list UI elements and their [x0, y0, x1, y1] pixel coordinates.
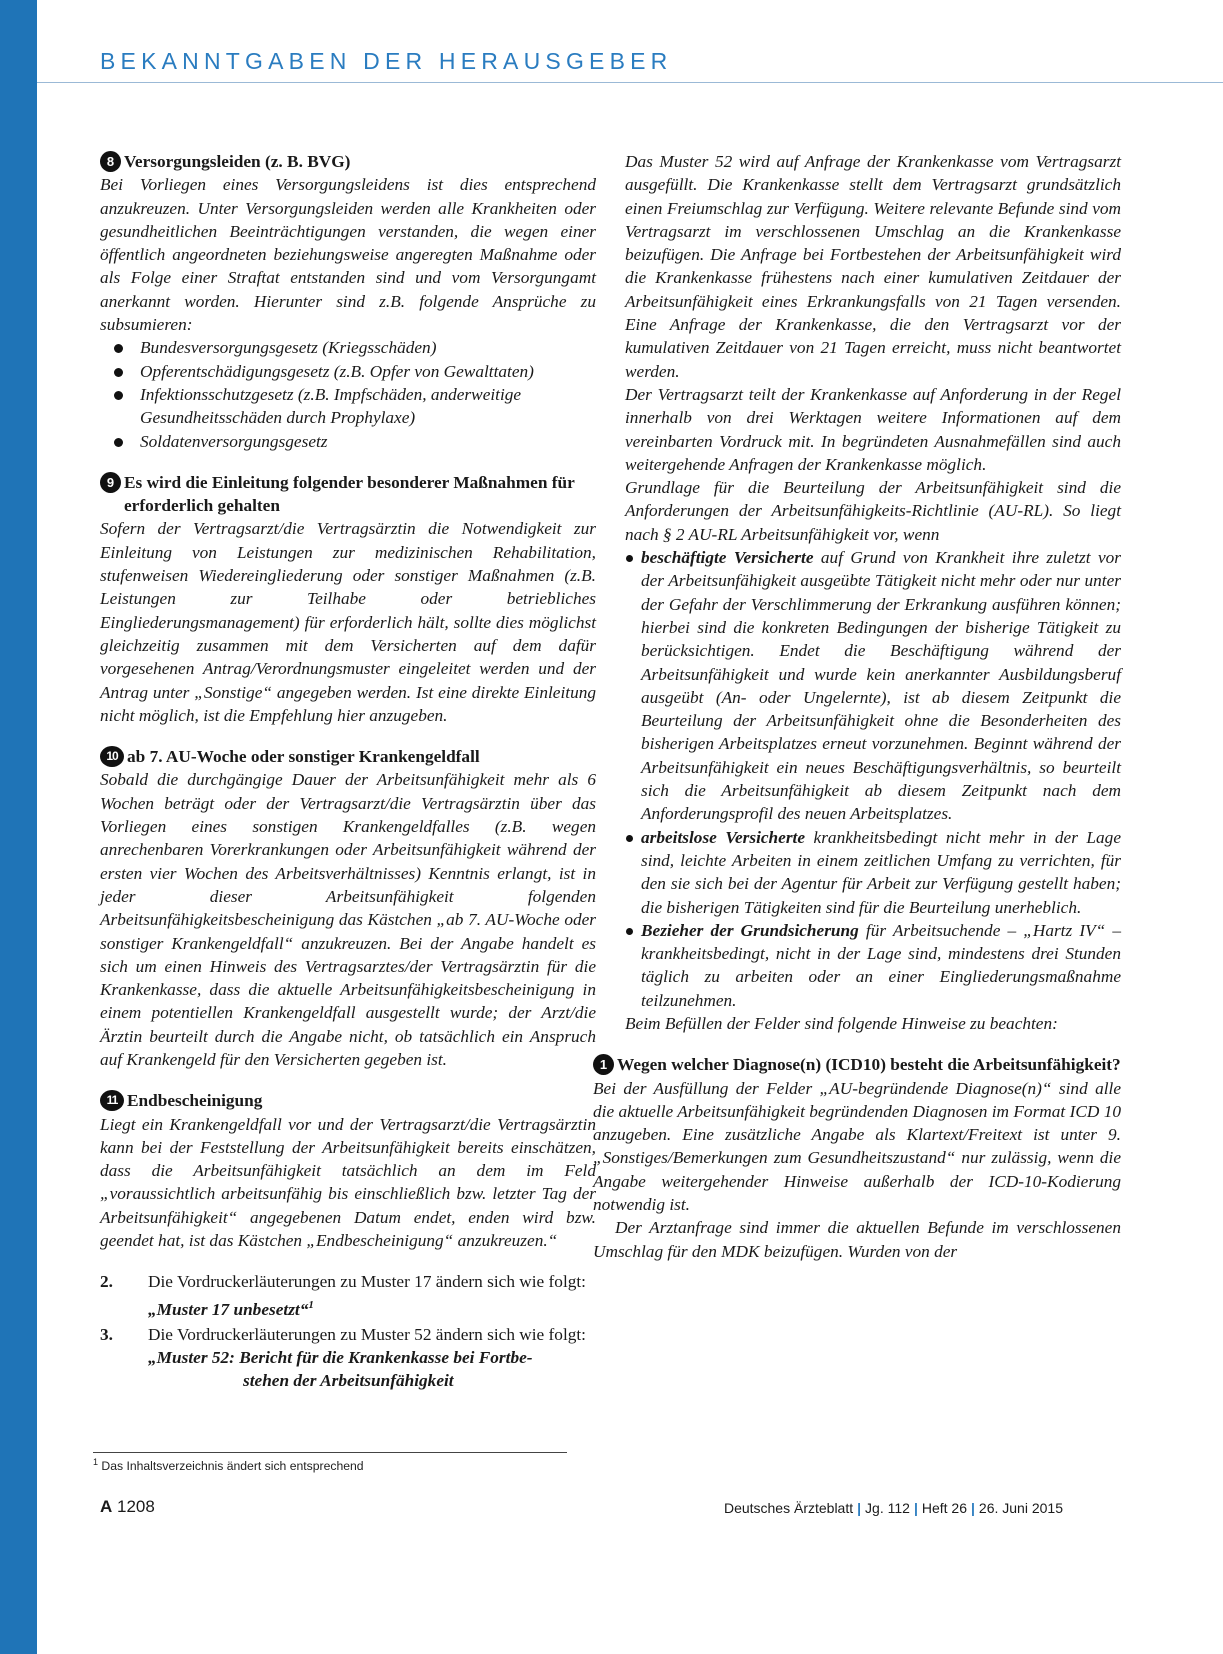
item-number: 2.: [100, 1272, 113, 1292]
footnote-marker: 1: [308, 1298, 314, 1311]
section-1-body-continued: Der Arztanfrage sind immer die aktuellen Befunde im verschlossenen Umschlag für den MDK beizufügen. Wurden von der: [593, 1218, 1121, 1261]
item-number: 3.: [100, 1324, 113, 1344]
separator: |: [971, 1500, 975, 1516]
footnote: [93, 1457, 364, 1473]
section-8-heading: [100, 150, 596, 173]
separator: |: [857, 1500, 862, 1516]
number-badge-9: 9: [100, 472, 121, 493]
journal-issue: Heft 26: [921, 1500, 967, 1516]
bullet-emphasis: beschäftigte Versicherte: [641, 548, 814, 568]
section-10: [100, 745, 596, 1071]
right-column: [593, 150, 1121, 1281]
page-number: [100, 1497, 155, 1517]
bullet-emphasis: Bezieher der Grundsicherung: [641, 920, 859, 940]
section-9-title: Es wird die Einleitung folgender besonderer Maßnahmen für erforderlich gehalten: [124, 472, 575, 516]
section-8-bullet-list: [100, 336, 596, 452]
muster-17-note: [100, 1294, 596, 1321]
section-10-body: Sobald die durchgängige Dauer der Arbeitsunfähigkeit mehr als 6 Wochen beträgt oder der Vertragsarzt/die Vertragsärztin über das Vorliegen eines sonstigen Krankengeldfalles (z.B. wegen anrechenbaren Vorerkrankungen oder Arbeitsunfähigkeit während der ersten vier Wochen des Arbeitsverhältnisses) Kenntnis erlangt, ist in jeder dieser Arbeitsunfähigkeit folgenden Arbeitsunfähigkeitsbescheinigung das Kästchen „ab 7. AU-Woche oder sonstiger Krankengeldfall“ anzukreuzen. Bei der Angabe handelt es sich um einen Hinweis des Vertragsarztes/der Vertragsärztin für die Krankenkasse, dass die aktuelle Arbeitsunfähigkeitsbescheinigung in einem potentiellen Krankengeldfall ausgestellt wurde; der Arzt/die Ärztin beurteilt durch die Angabe nicht, ob tatsächlich ein Anspruch auf Krankengeld für den Versicherten gegeben ist.: [100, 770, 596, 1069]
bullet-item: Bundesversorgungsgesetz (Kriegsschäden): [100, 336, 596, 359]
bullet-item: Opferentschädigungsgesetz (z.B. Opfer von Gewalttaten): [100, 360, 596, 383]
section-10-title: ab 7. AU-Woche oder sonstiger Krankengeldfall: [127, 747, 480, 767]
section-9-heading: [100, 471, 596, 518]
journal-citation: [724, 1500, 1063, 1516]
bullet-item: [625, 546, 1121, 826]
footnote-divider: [93, 1452, 567, 1453]
number-badge-10: 10: [100, 746, 124, 767]
paragraph-grundlage: Grundlage für die Beurteilung der Arbeitsunfähigkeit sind die Anforderungen der Arbeitsunfähigkeits-Richtlinie (AU-RL). So liegt nach § 2 AU-RL Arbeitsunfähigkeit vor, wenn: [625, 478, 1121, 544]
section-1-body: Bei der Ausfüllung der Felder „AU-begründende Diagnose(n)“ sind alle die aktuelle Arbeitsunfähigkeit begründenden Diagnosen im Format ICD 10 anzugeben. Eine zusätzliche Angabe als Klartext/Freitext ist unter 9. „Sonstiges/Bemerkungen zum Gesundheitszustand“ nur zulässig, wenn die Angabe weitergehender Hinweise außerhalb der ICD-10-Kodierung notwendig ist.: [593, 1078, 1121, 1215]
bullet-item: Infektionsschutzgesetz (z.B. Impfschäden, anderweitige Gesundheitsschäden durch Prophylaxe): [100, 383, 596, 430]
paragraph-hinweise: Beim Befüllen der Felder sind folgende Hinweise zu beachten:: [625, 1013, 1058, 1033]
muster-52-note: [100, 1346, 596, 1393]
bullet-item: [625, 826, 1121, 919]
page-section-title: BEKANNTGABEN DER HERAUSGEBER: [100, 48, 673, 74]
section-8: [100, 150, 596, 453]
paragraph-muster-52: Das Muster 52 wird auf Anfrage der Krankenkasse vom Vertragsarzt ausgefüllt. Die Krankenkasse stellt dem Vertragsarzt grundsätzlich einen Freiumschlag zur Verfügung. Weitere relevante Befunde sind vom Vertragsarzt im verschlossenen Umschlag an die Krankenkasse beizufügen. Die Anfrage bei Fortbestehen der Arbeitsunfähigkeit wird die Krankenkasse frühestens nach einer kumulativen Zeitdauer der Arbeitsunfähigkeit eines Erkrankungsfalls von 21 Tagen versenden. Eine Anfrage der Krankenkasse, die den Vertragsarzt vor der kumulativen Zeitdauer von 21 Tagen erreicht, muss nicht beantwortet werden.: [625, 152, 1121, 381]
bullet-text: für Arbeitsuchende – „Hartz IV“ – krankheitsbedingt, nicht in der Lage sind, mindestens drei Stunden täglich zu arbeiten oder an einer Eingliederungsmaßnahme teilzunehmen.: [641, 920, 1121, 1010]
section-1-heading: [593, 1053, 1121, 1076]
section-1-title: Wegen welcher Diagnose(n) (ICD10) besteht die Arbeitsunfähigkeit?: [617, 1055, 1121, 1075]
section-11: [100, 1089, 596, 1252]
header-divider: [37, 82, 1223, 83]
section-8-body: Bei Vorliegen eines Versorgungsleidens ist dies entsprechend anzukreuzen. Unter Versorgungsleiden werden alle Krankheiten oder gesundheitlichen Beeinträchtigungen verstanden, die wegen einer öffentlich angeordneten beziehungsweise angeregten Maßnahme oder als Folge einer Straftat entstanden sind und vom Versorgungamt anerkannt worden. Hierunter sind z.B. folgende Ansprüche zu subsumieren:: [100, 175, 596, 335]
section-11-heading: [100, 1089, 596, 1112]
number-badge-8: 8: [100, 151, 121, 172]
section-1: [593, 1053, 1121, 1263]
left-column: [100, 150, 596, 1393]
muster-52-line-2: stehen der Arbeitsunfähigkeit: [243, 1371, 454, 1391]
au-criteria-list: [625, 546, 1121, 1012]
page-prefix: A: [100, 1497, 113, 1516]
journal-name: Deutsches Ärzteblatt: [723, 1500, 854, 1516]
journal-volume: Jg. 112: [865, 1500, 910, 1516]
section-9-body: Sofern der Vertragsarzt/die Vertragsärztin die Notwendigkeit zur Einleitung von Leistungen zur medizinischen Rehabilitation, stufenweisen Wiedereingliederung oder sonstiger Maßnahmen (z.B. Leistungen zur Teilhabe oder betriebliches Eingliederungsmanagement) für erforderlich hält, sollte dies möglichst gleichzeitig zusammen mit dem Versicherten auf dem dafür vorgesehenen Antrag/Verordnungsmuster eingeleitet werden und der Antrag unter „Sonstige“ angegeben werden. Ist eine direkte Einleitung nicht möglich, ist die Empfehlung hier anzugeben.: [100, 519, 596, 725]
bullet-item: [625, 919, 1121, 1012]
section-8-title: Versorgungsleiden (z. B. BVG): [124, 152, 351, 171]
numbered-item-2: [100, 1270, 596, 1293]
paragraph-vertragsarzt: Der Vertragsarzt teilt der Krankenkasse auf Anforderung in der Regel innerhalb von drei Werktagen weitere Informationen auf dem vereinbarten Vordruck mit. In begründeten Ausnahmefällen sind auch weitergehende Anfragen der Krankenkasse möglich.: [625, 384, 1121, 474]
bullet-emphasis: arbeitslose Versicherte: [641, 827, 806, 847]
item-text: Die Vordruckerläuterungen zu Muster 52 ändern sich wie folgt:: [148, 1324, 586, 1344]
item-text: Die Vordruckerläuterungen zu Muster 17 ändern sich wie folgt:: [148, 1272, 586, 1292]
number-badge-11: 11: [100, 1090, 124, 1111]
bullet-text: krankheitsbedingt nicht mehr in der Lage sind, leichte Arbeiten in einem zeitlichen Umfang zu verrichten, für den sie sich bei der Agentur für Arbeit zur Verfügung gestellt haben; die bisherigen Tätigkeiten sind für die Beurteilung unerheblich.: [641, 827, 1121, 917]
section-10-heading: [100, 745, 596, 768]
bullet-text: auf Grund von Krankheit ihre zuletzt vor der Arbeitsunfähigkeit ausgeübte Tätigkeit nicht mehr oder nur unter der Gefahr der Verschlimmerung der Erkrankung ausführen können; hierbei sind die konkreten Bedingungen der bisherige Tätigkeit zu berücksichtigen. Endet die Beschäftigung während der Arbeitsunfähigkeit und wurde kein anerkannter Ausbildungsberuf ausgeübt (An- oder Ungelernte), ist ab diesem Zeitpunkt die Beurteilung der Arbeitsunfähigkeit ohne die Besonderheiten des bisherigen Arbeitsplatzes erneut vorzunehmen. Beginnt während der Arbeitsunfähigkeit ein neues Beschäftigungsverhältnis, so beurteilt sich die Arbeitsunfähigkeit ab diesem Zeitpunkt nach dem Anforderungsprofil des neuen Arbeitsplatzes.: [641, 548, 1121, 824]
section-11-body: Liegt ein Krankengeldfall vor und der Vertragsarzt/die Vertragsärztin kann bei der Feststellung der Arbeitsunfähigkeit bereits einschätzen, dass die Arbeitsunfähigkeit tatsächlich an dem im Feld „voraussichtlich arbeitsunfähig bis einschließlich bzw. letzter Tag der Arbeitsunfähigkeit“ angegebenen Datum endet, enden wird bzw. geendet hat, ist das Kästchen „Endbescheinigung“ anzukreuzen.“: [100, 1114, 596, 1251]
sidebar-accent-bar: [0, 0, 37, 1654]
footnote-number: 1: [93, 1457, 99, 1467]
muster-17-text: „Muster 17 unbesetzt“: [148, 1299, 309, 1319]
page-number-value: 1208: [117, 1497, 155, 1516]
journal-date: 26. Juni 2015: [978, 1500, 1063, 1516]
numbered-item-3: [100, 1323, 596, 1346]
footnote-text: Das Inhaltsverzeichnis ändert sich entsprechend: [101, 1459, 364, 1474]
separator: |: [913, 1500, 918, 1516]
bullet-item: Soldatenversorgungsgesetz: [100, 430, 596, 453]
number-badge-1: 1: [593, 1054, 614, 1075]
section-11-title: Endbescheinigung: [127, 1091, 263, 1111]
muster-52-line-1: „Muster 52: Bericht für die Krankenkasse bei Fortbe-: [148, 1348, 533, 1368]
section-9: [100, 471, 596, 727]
